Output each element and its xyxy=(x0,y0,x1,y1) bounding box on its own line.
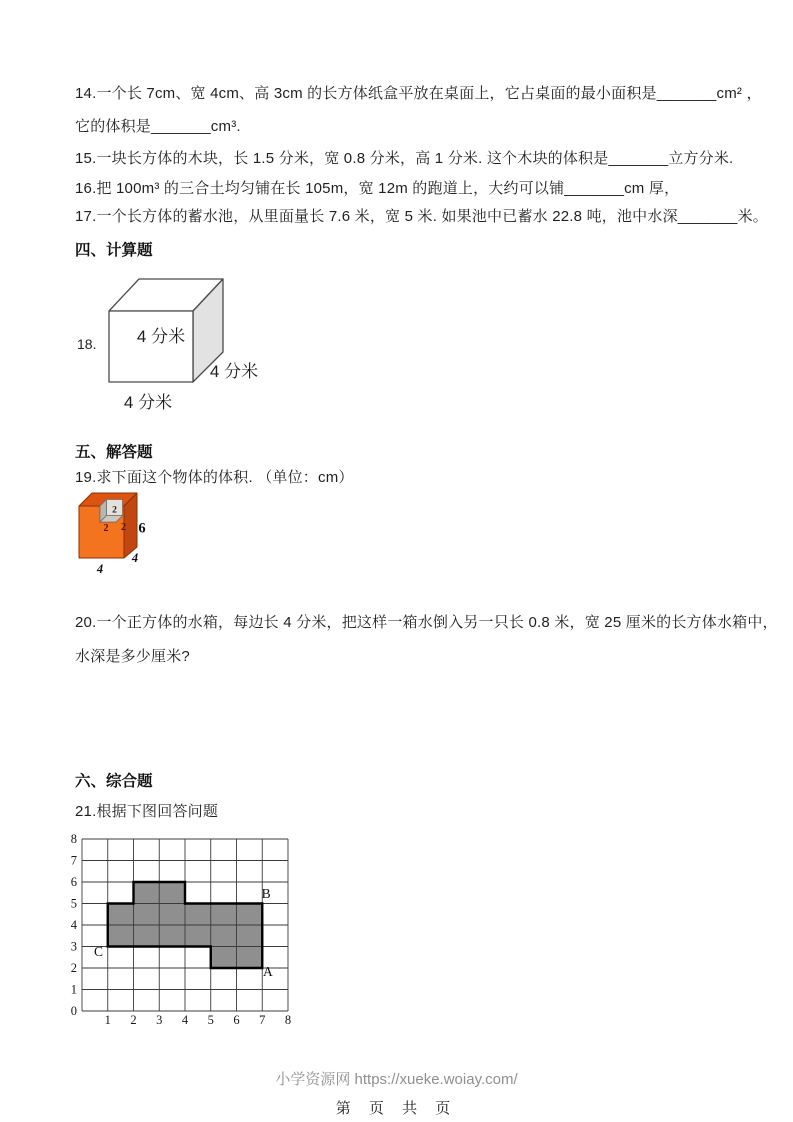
figure-18-cube xyxy=(100,270,285,420)
section-5-title: 五、解答题 xyxy=(75,444,153,461)
cube-bottom-label: 4 分米 xyxy=(123,393,173,412)
shaded-cell xyxy=(134,925,160,947)
y-axis-label: 5 xyxy=(70,896,77,911)
section-4-title: 四、计算题 xyxy=(75,242,153,259)
x-axis-label: 8 xyxy=(284,1013,292,1027)
shaded-cell xyxy=(237,925,263,947)
shaded-cell xyxy=(211,925,237,947)
shaded-cell xyxy=(134,904,160,926)
shaded-cell xyxy=(134,882,160,904)
shaded-cell xyxy=(237,904,263,926)
y-axis-label: 3 xyxy=(70,939,77,954)
cube-front-face xyxy=(109,311,193,382)
shaded-cell xyxy=(185,904,211,926)
figure-18-number: 18. xyxy=(77,336,97,352)
height-label: 6 xyxy=(138,520,146,537)
question-21: 21.根据下图回答问题 xyxy=(75,803,219,820)
x-axis-label: 1 xyxy=(104,1013,111,1027)
footer-page-indicator: 第 页 共 页 xyxy=(335,1100,458,1117)
footer-site-url: 小学资源网 https://xueke.woiay.com/ xyxy=(275,1071,518,1088)
question-20-line1: 20.一个正方体的水箱，每边长 4 分米，把这样一箱水倒入另一只长 0.8 米，宽 25 厘米的长方体水箱中， xyxy=(75,614,778,631)
y-axis-label: 4 xyxy=(70,918,77,932)
notch-back-label: 2 xyxy=(112,505,117,516)
y-axis-label: 2 xyxy=(70,961,77,975)
x-axis-label: 6 xyxy=(233,1013,240,1027)
question-15: 15.一块长方体的木块，长 1.5 分米，宽 0.8 分米，高 1 分米. 这个木块的体积是_______立方分米. xyxy=(75,150,734,167)
question-14-line1: 14.一个长 7cm、宽 4cm、高 3cm 的长方体纸盒平放在桌面上，它占桌面的最小面积是_______cm² ， xyxy=(75,85,762,102)
figure-21-grid xyxy=(65,833,305,1033)
y-axis-label: 6 xyxy=(70,875,77,889)
shaded-cell xyxy=(237,947,263,969)
section-6-title: 六、综合题 xyxy=(75,773,153,790)
width-label: 4 xyxy=(96,562,104,576)
question-19: 19.求下面这个物体的体积. （单位：cm） xyxy=(75,469,354,486)
x-axis-label: 4 xyxy=(181,1013,189,1027)
x-axis-label: 2 xyxy=(130,1013,137,1027)
shaded-cell xyxy=(185,925,211,947)
notch-right-label: 2 xyxy=(121,522,126,533)
depth-label: 4 xyxy=(131,551,139,565)
y-axis-label: 8 xyxy=(70,833,77,846)
y-axis-label: 1 xyxy=(70,982,77,997)
point-label-B: B xyxy=(261,886,271,902)
figure-19-solid xyxy=(72,488,172,583)
shaded-cell xyxy=(108,925,134,947)
y-axis-label: 7 xyxy=(70,853,77,868)
x-axis-label: 3 xyxy=(156,1013,163,1027)
question-14-line2: 它的体积是_______cm³. xyxy=(75,118,241,135)
notch-front-label: 2 xyxy=(103,523,109,534)
shaded-cell xyxy=(108,904,134,926)
shaded-cell xyxy=(211,904,237,926)
shaded-cell xyxy=(159,882,185,904)
cube-side-label: 4 分米 xyxy=(209,362,259,381)
point-label-A: A xyxy=(263,964,273,980)
y-axis-label: 0 xyxy=(70,1004,77,1018)
shaded-cell xyxy=(159,904,185,926)
shaded-cell xyxy=(211,947,237,969)
question-20-line2: 水深是多少厘米? xyxy=(75,648,190,665)
shaded-cell xyxy=(159,925,185,947)
x-axis-label: 7 xyxy=(259,1013,266,1027)
question-16: 16.把 100m³ 的三合土均匀铺在长 105m，宽 12m 的跑道上，大约可以铺_______cm 厚， xyxy=(75,180,680,197)
question-17: 17.一个长方体的蓄水池，从里面量长 7.6 米，宽 5 米. 如果池中已蓄水 22.8 吨，池中水深_______米。 xyxy=(75,208,768,225)
x-axis-label: 5 xyxy=(207,1013,214,1027)
point-label-C: C xyxy=(93,943,103,959)
cube-front-label: 4 分米 xyxy=(136,327,186,346)
